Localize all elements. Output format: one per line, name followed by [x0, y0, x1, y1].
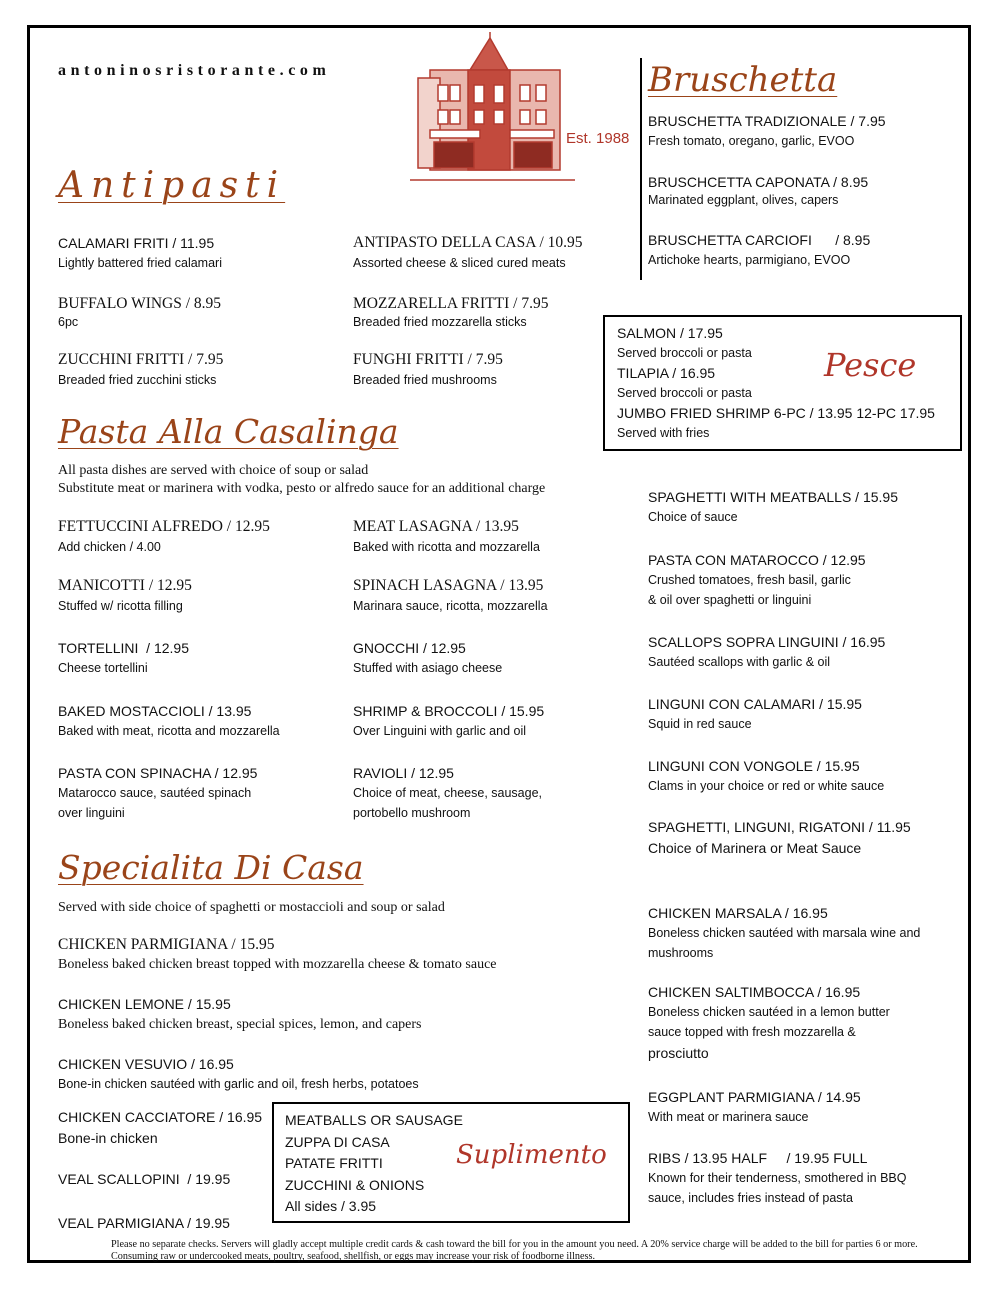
menu-item: TORTELLINI / 12.95 Cheese tortellini — [58, 640, 189, 675]
established-year: Est. 1988 — [566, 130, 630, 147]
menu-item: CHICKEN SALTIMBOCCA / 16.95 Boneless chicken sautéed in a lemon butter sauce topped with fresh mozzarella & prosciutto — [648, 984, 890, 1061]
pasta-notes: All pasta dishes are served with choice of soup or salad Substitute meat or marinera with vodka, pesto or alfredo sauce for an additional charge — [58, 463, 546, 496]
menu-item: MANICOTTI / 12.95 Stuffed w/ ricotta filling — [58, 577, 192, 613]
menu-item: LINGUNI CON VONGOLE / 15.95 Clams in your choice or red or white sauce — [648, 758, 885, 793]
section-title-bruschetta: Bruschetta — [648, 60, 838, 100]
website-url[interactable]: antoninosristorante.com — [58, 62, 331, 79]
menu-item: CHICKEN MARSALA / 16.95 Boneless chicken sautéed with marsala wine and mushrooms — [648, 905, 921, 960]
menu-item: FUNGHI FRITTI / 7.95 Breaded fried mushrooms — [353, 351, 503, 387]
menu-item: PASTA CON SPINACHA / 12.95 Matarocco sauce, sautéed spinach over linguini — [58, 765, 258, 820]
menu-item: BAKED MOSTACCIOLI / 13.95 Baked with meat, ricotta and mozzarella — [58, 703, 280, 738]
menu-item: VEAL SCALLOPINI / 19.95 — [58, 1171, 231, 1187]
section-title-specialita: Specialita Di Casa — [58, 848, 364, 887]
section-title-pasta: Pasta Alla Casalinga — [58, 412, 399, 451]
section-title-pesce: Pesce — [824, 346, 917, 384]
menu-item: RIBS / 13.95 HALF / 19.95 FULL Known for their tenderness, smothered in BBQ sauce, includes fries instead of pasta — [648, 1150, 907, 1205]
menu-item: GNOCCHI / 12.95 Stuffed with asiago cheese — [353, 640, 503, 675]
menu-item: BRUSCHCETTA CAPONATA / 8.95 Marinated eggplant, olives, capers — [648, 174, 869, 207]
specialita-note: Served with side choice of spaghetti or mostaccioli and soup or salad — [58, 900, 445, 915]
menu-item: ANTIPASTO DELLA CASA / 10.95 Assorted cheese & sliced cured meats — [353, 234, 583, 270]
menu-item: CHICKEN LEMONE / 15.95 Boneless baked chicken breast, special spices, lemon, and capers — [58, 996, 422, 1032]
section-title-suplimento: Suplimento — [456, 1140, 607, 1170]
menu-item: CALAMARI FRITI / 11.95 Lightly battered fried calamari — [58, 235, 222, 270]
menu-item: CHICKEN PARMIGIANA / 15.95 Boneless baked chicken breast topped with mozzarella cheese & tomato sauce — [58, 936, 497, 972]
pesce-list: SALMON / 17.95 Served broccoli or pasta TILAPIA / 16.95 Served broccoli or pasta JUMBO FRIED SHRIMP 6-PC / 13.95 12-PC 17.95 Served with fries — [617, 325, 935, 440]
menu-item: PASTA CON MATAROCCO / 12.95 Crushed tomatoes, fresh basil, garlic & oil over spaghetti or linguini — [648, 552, 866, 607]
menu-item: SPINACH LASAGNA / 13.95 Marinara sauce, ricotta, mozzarella — [353, 577, 548, 613]
menu-item: CHICKEN VESUVIO / 16.95 Bone-in chicken sautéed with garlic and oil, fresh herbs, potatoes — [58, 1056, 419, 1091]
restaurant-building-icon — [410, 30, 580, 185]
menu-item: BRUSCHETTA TRADIZIONALE / 7.95 Fresh tomato, oregano, garlic, EVOO — [648, 113, 886, 148]
menu-item: SPAGHETTI, LINGUNI, RIGATONI / 11.95 Choice of Marinera or Meat Sauce — [648, 819, 911, 856]
menu-item: BUFFALO WINGS / 8.95 6pc — [58, 295, 222, 329]
menu-item: EGGPLANT PARMIGIANA / 14.95 With meat or marinera sauce — [648, 1089, 861, 1124]
menu-item: MOZZARELLA FRITTI / 7.95 Breaded fried mozzarella sticks — [353, 295, 549, 329]
footer-disclaimer: Please no separate checks. Servers will gladly accept multiple credit cards & cash toward the bill for you in the amount you need. A 20% service charge will be added to the bill for parties 6 or more. Consuming raw or undercooked meats, poultry, seafood, shellfish, or eggs may increase your risk of foodborne illness. — [111, 1239, 918, 1262]
menu-item: FETTUCCINI ALFREDO / 12.95 Add chicken / 4.00 — [58, 518, 270, 554]
menu-item: LINGUNI CON CALAMARI / 15.95 Squid in red sauce — [648, 696, 862, 731]
menu-item: VEAL PARMIGIANA / 19.95 — [58, 1215, 230, 1231]
menu-item: ZUCCHINI FRITTI / 7.95 Breaded fried zucchini sticks — [58, 351, 224, 387]
menu-item: SHRIMP & BROCCOLI / 15.95 Over Linguini with garlic and oil — [353, 703, 545, 738]
menu-item: RAVIOLI / 12.95 Choice of meat, cheese, sausage, portobello mushroom — [353, 765, 543, 820]
section-title-antipasti: Antipasti — [58, 165, 286, 206]
menu-item: SPAGHETTI WITH MEATBALLS / 15.95 Choice of sauce — [648, 489, 898, 524]
menu-item: BRUSCHETTA CARCIOFI / 8.95 Artichoke hearts, parmigiano, EVOO — [648, 232, 871, 267]
menu-item: MEAT LASAGNA / 13.95 Baked with ricotta and mozzarella — [353, 518, 540, 554]
suplimento-list: MEATBALLS OR SAUSAGE ZUPPA DI CASA PATATE FRITTI ZUCCHINI & ONIONS All sides / 3.95 — [285, 1112, 463, 1214]
menu-item: CHICKEN CACCIATORE / 16.95 Bone-in chicken — [58, 1109, 263, 1146]
menu-item: SCALLOPS SOPRA LINGUINI / 16.95 Sautéed scallops with garlic & oil — [648, 634, 886, 669]
